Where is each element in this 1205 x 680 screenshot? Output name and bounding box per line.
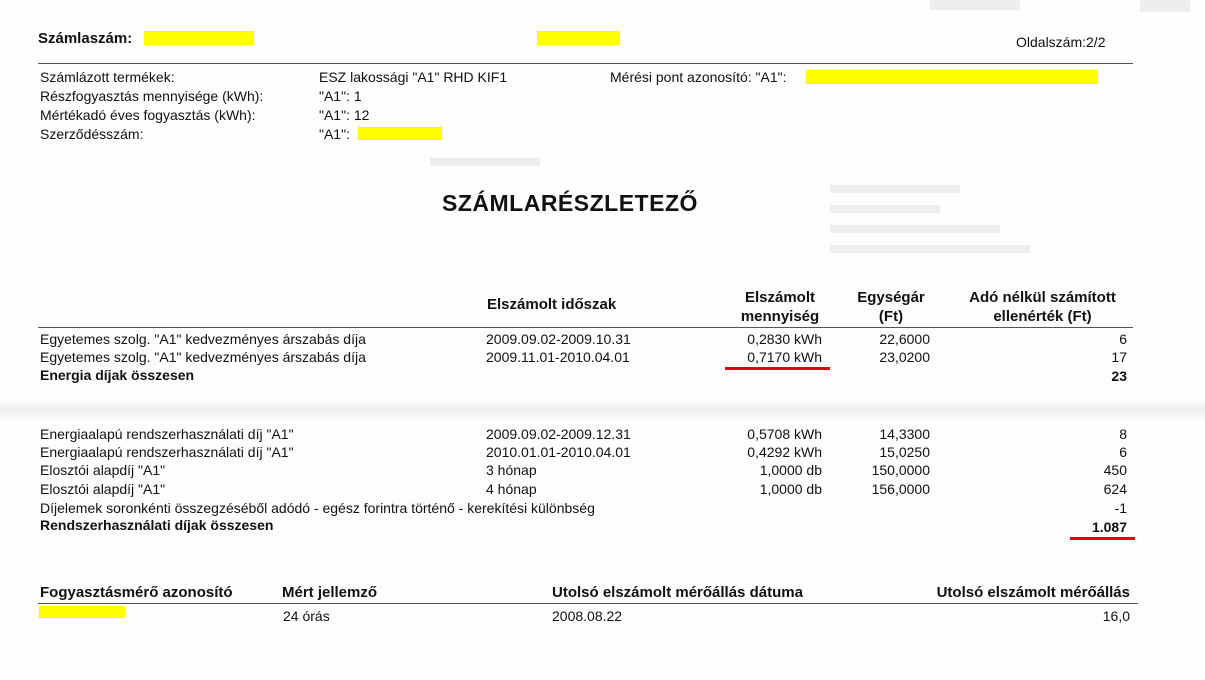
bleed-through [830, 225, 1000, 233]
col-header-unit-price [846, 288, 936, 326]
system-row-4-qty: 1,0000 db [759, 481, 822, 497]
redacted-meter-id [39, 606, 125, 618]
partial-consumption-label: Részfogyasztás mennyisége (kWh): [40, 88, 264, 104]
bleed-through [830, 245, 1030, 253]
energy-row-2-value: 17 [1111, 349, 1127, 365]
energy-row-1-qty: 0,2830 kWh [747, 331, 822, 347]
system-row-1-period: 2009.09.02-2009.12.31 [486, 426, 631, 442]
meter-col-reading: Utolsó elszámolt mérőállás [936, 584, 1130, 601]
bleed-through [930, 0, 1020, 10]
system-total-value: 1.087 [1091, 519, 1127, 535]
page-number: Oldalszám:2/2 [1016, 34, 1106, 50]
redacted-header-field [537, 31, 620, 45]
system-row-2-qty: 0,4292 kWh [747, 444, 822, 460]
annual-consumption-label: Mértékadó éves fogyasztás (kWh): [40, 107, 256, 123]
energy-row-1-price: 22,6000 [879, 331, 930, 347]
energy-total-label: Energia díjak összesen [40, 367, 195, 383]
products-label: Számlázott termékek: [40, 69, 175, 85]
col-header-net-value-line1: Adó nélkül számított [969, 289, 1116, 306]
col-header-quantity-line2: mennyiség [740, 308, 820, 325]
rounding-difference-value: -1 [1114, 500, 1127, 516]
system-row-4-name: Elosztói alapdíj "A1" [40, 481, 166, 497]
meter-type-value: 24 órás [283, 608, 330, 624]
energy-total-value: 23 [1111, 368, 1127, 384]
meter-col-id: Fogyasztásmérő azonosító [40, 584, 233, 601]
system-row-4-price: 156,0000 [871, 481, 930, 497]
products-value: ESZ lakossági "A1" RHD KIF1 [319, 69, 508, 85]
red-underline-quantity [725, 367, 830, 370]
invoice-number-label: Számlaszám: [38, 30, 133, 47]
meter-date-value: 2008.08.22 [552, 608, 623, 624]
partial-consumption-value: "A1": 1 [319, 88, 362, 104]
col-header-quantity [715, 288, 845, 326]
col-header-net-value-line2: ellenérték (Ft) [993, 308, 1092, 325]
system-row-3-name: Elosztói alapdíj "A1" [40, 462, 166, 478]
scan-band [0, 400, 1205, 420]
bleed-through [830, 185, 960, 193]
system-row-3-period: 3 hónap [486, 462, 537, 478]
col-header-unit-price-line2: (Ft) [878, 308, 904, 325]
red-underline-total [1070, 537, 1135, 540]
meter-table-divider [38, 603, 1138, 604]
system-row-4-value: 624 [1103, 481, 1127, 497]
system-row-2-price: 15,0250 [879, 444, 930, 460]
bleed-through [830, 205, 940, 213]
annual-consumption-value: "A1": 12 [319, 107, 370, 123]
system-row-3-qty: 1,0000 db [759, 462, 822, 478]
table-header-divider [38, 327, 1133, 328]
col-header-unit-price-line1: Egységár [857, 289, 925, 306]
meter-reading-value: 16,0 [1102, 608, 1130, 624]
bleed-through [1140, 0, 1190, 12]
rounding-difference-label: Díjelemek soronkénti összegzéséből adódó - egész forintra történő - kerekítési különbség [40, 500, 595, 516]
bleed-through [430, 158, 540, 166]
system-row-2-name: Energiaalapú rendszerhasználati díj "A1" [40, 444, 294, 460]
energy-row-1-period: 2009.09.02-2009.10.31 [486, 331, 631, 347]
system-total-label: Rendszerhasználati díjak összesen [40, 517, 274, 533]
redacted-contract-number [358, 127, 442, 140]
contract-value: "A1": [319, 126, 350, 142]
system-row-1-name: Energiaalapú rendszerhasználati díj "A1" [40, 426, 294, 442]
energy-row-2-name: Egyetemes szolg. "A1" kedvezményes árszabás díja [40, 349, 366, 365]
system-row-3-value: 450 [1103, 462, 1127, 478]
energy-row-2-qty: 0,7170 kWh [747, 349, 822, 365]
system-row-4-period: 4 hónap [486, 481, 537, 497]
col-header-quantity-line1: Elszámolt [744, 289, 816, 306]
energy-row-1-value: 6 [1119, 331, 1127, 347]
system-row-1-value: 8 [1119, 426, 1127, 442]
col-header-period: Elszámolt időszak [487, 296, 617, 313]
metering-point-label: Mérési pont azonosító: "A1": [610, 69, 787, 85]
col-header-net-value [950, 288, 1135, 326]
contract-label: Szerződésszám: [40, 126, 144, 142]
system-row-2-period: 2010.01.01-2010.04.01 [486, 444, 631, 460]
energy-row-2-price: 23,0200 [879, 349, 930, 365]
header-divider [38, 63, 1133, 64]
meter-col-type: Mért jellemző [282, 584, 378, 601]
redacted-metering-point [806, 70, 1098, 84]
energy-row-2-period: 2009.11.01-2010.04.01 [486, 349, 630, 365]
system-row-1-qty: 0,5708 kWh [747, 426, 822, 442]
redacted-invoice-number [144, 31, 254, 45]
energy-row-1-name: Egyetemes szolg. "A1" kedvezményes árszabás díja [40, 331, 366, 347]
page-title: SZÁMLARÉSZLETEZŐ [442, 190, 698, 216]
meter-col-date: Utolsó elszámolt mérőállás dátuma [552, 584, 803, 601]
system-row-3-price: 150,0000 [871, 462, 930, 478]
system-row-2-value: 6 [1119, 444, 1127, 460]
system-row-1-price: 14,3300 [879, 426, 930, 442]
